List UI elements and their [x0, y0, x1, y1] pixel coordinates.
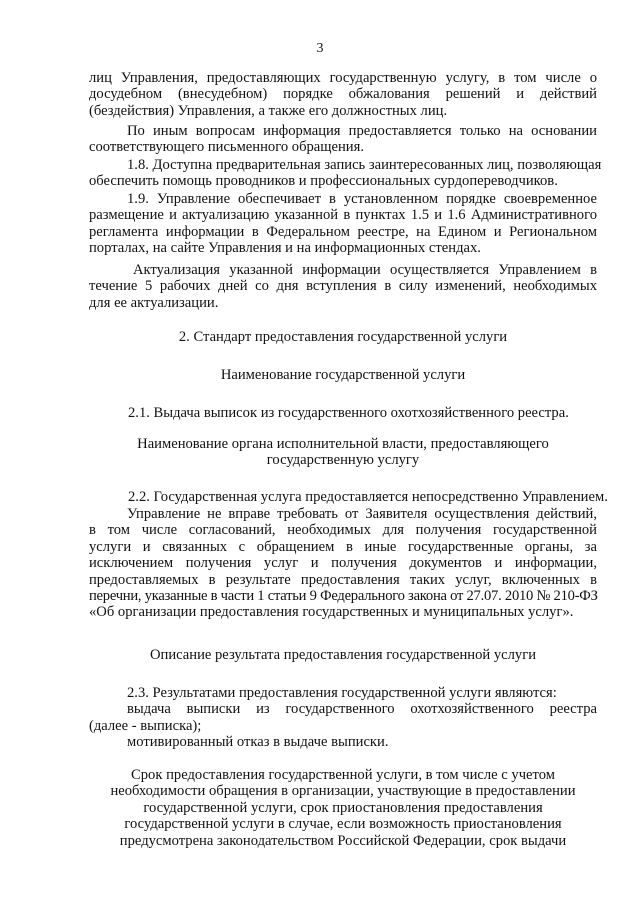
heading-text: государственной услуги, срок приостановления предоставления [143, 799, 543, 816]
paragraph-1-8 [89, 157, 602, 190]
text-line: Актуализация указанной информации осуществляется Управлением в [133, 262, 597, 278]
text-line: Управление не вправе требовать от Заявителя осуществления действий, [127, 506, 597, 522]
text-line: выдача выписки из государственного охотхозяйственного реестра [127, 701, 597, 718]
text-line: 2.3. Результатами предоставления государственной услуги являются: [127, 685, 557, 701]
service-name-heading [60, 367, 626, 383]
text-line: 2.1. Выдача выписок из государственного охотхозяйственного реестра. [128, 405, 569, 421]
text-line: мотивированный отказ в выдаче выписки. [127, 734, 389, 751]
heading-text: Наименование органа исполнительной власти, предоставляющего [137, 436, 549, 452]
text-line: течение 5 рабочих дней со дня вступления в силу изменений, необходимых [89, 278, 597, 295]
heading-text: Наименование государственной услуги [220, 367, 466, 383]
paragraph-1 [89, 70, 597, 119]
text-line: 1.9. Управление обеспечивает в установленном порядке своевременное [127, 191, 597, 207]
heading-text: государственной услуги в случае, если возможность приостановления [124, 816, 562, 833]
text-line: «Об организации предоставления государственных и муниципальных услуг». [89, 604, 574, 621]
organ-heading [60, 436, 626, 469]
paragraph-actualization [89, 262, 597, 311]
text-line: для ее актуализации. [89, 294, 219, 311]
heading-text: Срок предоставления государственной услуги, в том числе с учетом [131, 767, 555, 783]
page-number: 3 [316, 41, 324, 56]
heading-text: Описание результата предоставления государственной услуги [149, 647, 537, 663]
section-2-heading [60, 329, 626, 345]
heading-text: государственную услугу [266, 452, 420, 469]
text-line: услуги и связанных с обращением в иные государственные органы, за [89, 538, 597, 555]
text-line: досудебном (внесудебном) порядке обжалования решений и действий [89, 86, 597, 103]
paragraph-1-9 [89, 191, 597, 257]
text-line: регламента информации в Федеральном реестре, на Едином и Региональном [89, 223, 597, 240]
paragraph-2-3 [89, 685, 597, 751]
text-line: размещение и актуализацию указанной в пунктах 1.5 и 1.6 Административного [89, 207, 597, 224]
paragraph-2 [89, 123, 597, 156]
text-line: 1.8. Доступна предварительная запись заинтересованных лиц, позволяющая [127, 157, 602, 173]
text-line: исключением получения услуг и получения документов и информации, [89, 555, 597, 572]
paragraph-requirements [89, 506, 597, 621]
heading-text: необходимости обращения в организации, участвующие в предоставлении [110, 783, 576, 800]
text-line: предоставляемых в результате предоставления таких услуг, включенных в [89, 571, 597, 588]
text-line: обеспечить помощь проводников и профессиональных сурдопереводчиков. [89, 173, 558, 190]
text-line: (далее - выписка); [89, 717, 202, 734]
result-heading [60, 647, 626, 663]
text-line: (бездействия) Управления, а также его должностных лиц. [89, 102, 448, 119]
paragraph-2-1 [128, 405, 608, 421]
text-line: лиц Управления, предоставляющих государственную услугу, в том числе о [89, 70, 597, 86]
text-line: перечни, указанные в части 1 статьи 9 Федерального закона от 27.07. 2010 № 210-ФЗ [89, 588, 598, 605]
heading-text: 2. Стандарт предоставления государственной услуги [178, 329, 508, 345]
heading-text: предусмотрена законодательством Российской Федерации, срок выдачи [119, 832, 567, 849]
text-line: По иным вопросам информация предоставляется только на основании [127, 123, 597, 139]
text-line: порталах, на сайте Управления и на информационных стендах. [89, 240, 481, 257]
text-line: 2.2. Государственная услуга предоставляется непосредственно Управлением. [128, 489, 608, 505]
term-heading [60, 767, 626, 849]
paragraph-2-2 [128, 489, 608, 505]
text-line: соответствующего письменного обращения. [89, 139, 364, 156]
text-line: в том числе согласований, необходимых для получения государственной [89, 522, 597, 539]
